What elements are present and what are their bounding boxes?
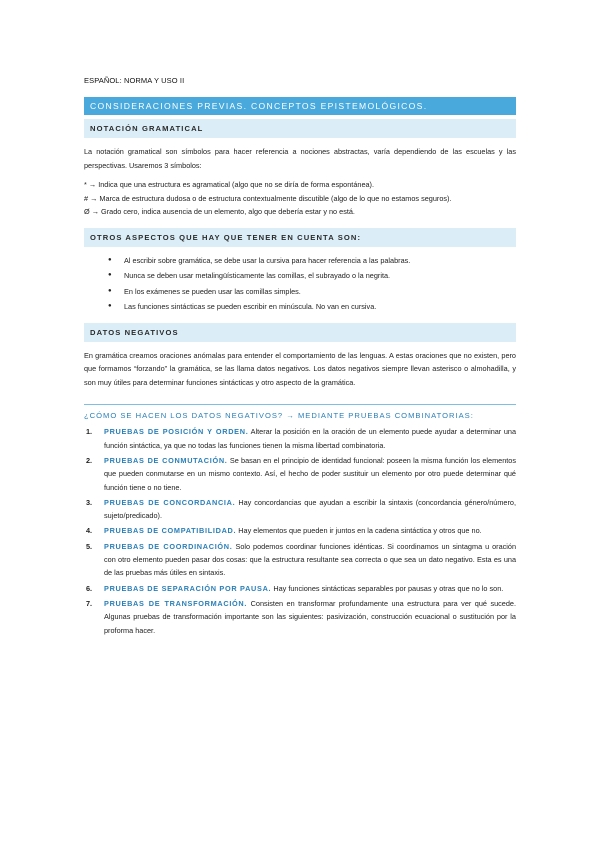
other-aspects-list bbox=[84, 253, 516, 315]
symbol-zero: Ø → Grado cero, indica ausencia de un elemento, algo que debería estar y no está. bbox=[84, 207, 355, 217]
test-name: PRUEBAS DE POSICIÓN Y ORDEN. bbox=[104, 427, 249, 437]
test-number: 1. bbox=[86, 427, 93, 437]
test-text: Alterar la posición en la oración de un elemento puede ayudar a determinar una función sintáctica, ya que no todas las funciones tienen la misma libertad combinatoria. bbox=[104, 427, 517, 450]
test-text: Se basan en el principio de identidad funcional: poseen la misma función los elementos que pueden conmutarse en un mismo contexto. Así, el hecho de poder sustituir un elemento por otro puede determinar qué función tiene o no tiene. bbox=[104, 455, 516, 492]
test-name: PRUEBAS DE COORDINACIÓN. bbox=[104, 541, 233, 551]
other-aspects-heading: OTROS ASPECTOS QUE HAY QUE TENER EN CUENTA SON: bbox=[84, 228, 516, 247]
section-divider bbox=[84, 404, 516, 405]
symbol-hash: # → Marca de estructura dudosa o de estructura contextualmente discutible (algo de lo que no estamos seguros). bbox=[84, 193, 452, 203]
test-number: 6. bbox=[86, 583, 93, 593]
test-text: Hay elementos que pueden ir juntos en la cadena sintáctica y otros que no. bbox=[238, 526, 482, 536]
notation-intro: La notación gramatical son símbolos para hacer referencia a nociones abstractas, varía dependiendo de las escuelas y las perspectivas. Usaremos 3 símbolos: bbox=[84, 147, 516, 170]
document-content bbox=[84, 76, 516, 639]
test-number: 2. bbox=[86, 455, 93, 465]
test-item bbox=[84, 454, 516, 494]
test-name: PRUEBAS DE TRANSFORMACIÓN. bbox=[104, 598, 248, 608]
negative-data-text: En gramática creamos oraciones anómalas para entender el comportamiento de las lenguas. A estas oraciones que no existen, pero que formamos “forzando” la gramática, se las llama datos negativos. Los datos negativos siempre llevan asterisco o almohadilla, y son muy útiles para determinar funciones sintácticas y otro aspecto de la gramática. bbox=[84, 350, 516, 387]
test-number: 7. bbox=[86, 598, 93, 608]
test-text: Consisten en transformar profundamente una estructura para ver qué sucede. Algunas pruebas de transformación importante son las siguientes: pasivización, construcción ecuacional o sustitución por la proforma hacer. bbox=[104, 598, 516, 635]
negative-data-heading: DATOS NEGATIVOS bbox=[84, 323, 516, 342]
test-name: PRUEBAS DE SEPARACIÓN POR PAUSA. bbox=[104, 583, 272, 593]
main-heading: CONSIDERACIONES PREVIAS. CONCEPTOS EPISTEMOLÓGICOS. bbox=[84, 97, 516, 115]
test-text: Hay concordancias que ayudan a escribir la sintaxis (concordancia género/número, sujeto/predicado). bbox=[104, 497, 516, 521]
notation-heading: NOTACIÓN GRAMATICAL bbox=[84, 119, 516, 138]
test-item bbox=[84, 524, 516, 537]
test-item bbox=[84, 425, 516, 452]
tests-list bbox=[84, 425, 516, 636]
test-item bbox=[84, 582, 516, 595]
test-item bbox=[84, 597, 516, 637]
tests-heading: ¿CÓMO SE HACEN LOS DATOS NEGATIVOS? → MEDIANTE PRUEBAS COMBINATORIAS: bbox=[84, 411, 474, 421]
test-name: PRUEBAS DE COMPATIBILIDAD. bbox=[104, 526, 237, 536]
course-title: ESPAÑOL: NORMA Y USO II bbox=[84, 76, 185, 85]
list-item: ● En los exámenes se pueden usar las comillas simples. bbox=[108, 284, 516, 299]
test-number: 5. bbox=[86, 541, 93, 551]
list-item: ● Nunca se deben usar metalingüísticamente las comillas, el subrayado o la negrita. bbox=[108, 268, 516, 283]
test-number: 4. bbox=[86, 526, 93, 536]
test-name: PRUEBAS DE CONMUTACIÓN. bbox=[104, 455, 228, 465]
symbol-asterisk: * → Indica que una estructura es agramatical (algo que no se diría de forma espontánea). bbox=[84, 180, 375, 190]
test-item bbox=[84, 540, 516, 580]
test-item bbox=[84, 496, 516, 523]
test-name: PRUEBAS DE CONCORDANCIA. bbox=[104, 497, 236, 507]
list-item: ● Las funciones sintácticas se pueden escribir en minúscula. No van en cursiva. bbox=[108, 299, 516, 314]
test-number: 3. bbox=[86, 497, 93, 507]
test-text: Solo podemos coordinar funciones idénticas. Si coordinamos un sintagma u oración con otro elemento pueden pasar dos cosas: que la estructura resultante sea correcta o que sea un dato negativo. Esta es una de las pruebas más útiles en sintaxis. bbox=[104, 541, 517, 578]
test-text: Hay funciones sintácticas separables por pausas y otras que no lo son. bbox=[273, 583, 504, 593]
list-item: ● Al escribir sobre gramática, se debe usar la cursiva para hacer referencia a las palabras. bbox=[108, 253, 516, 268]
symbol-list bbox=[84, 178, 516, 219]
